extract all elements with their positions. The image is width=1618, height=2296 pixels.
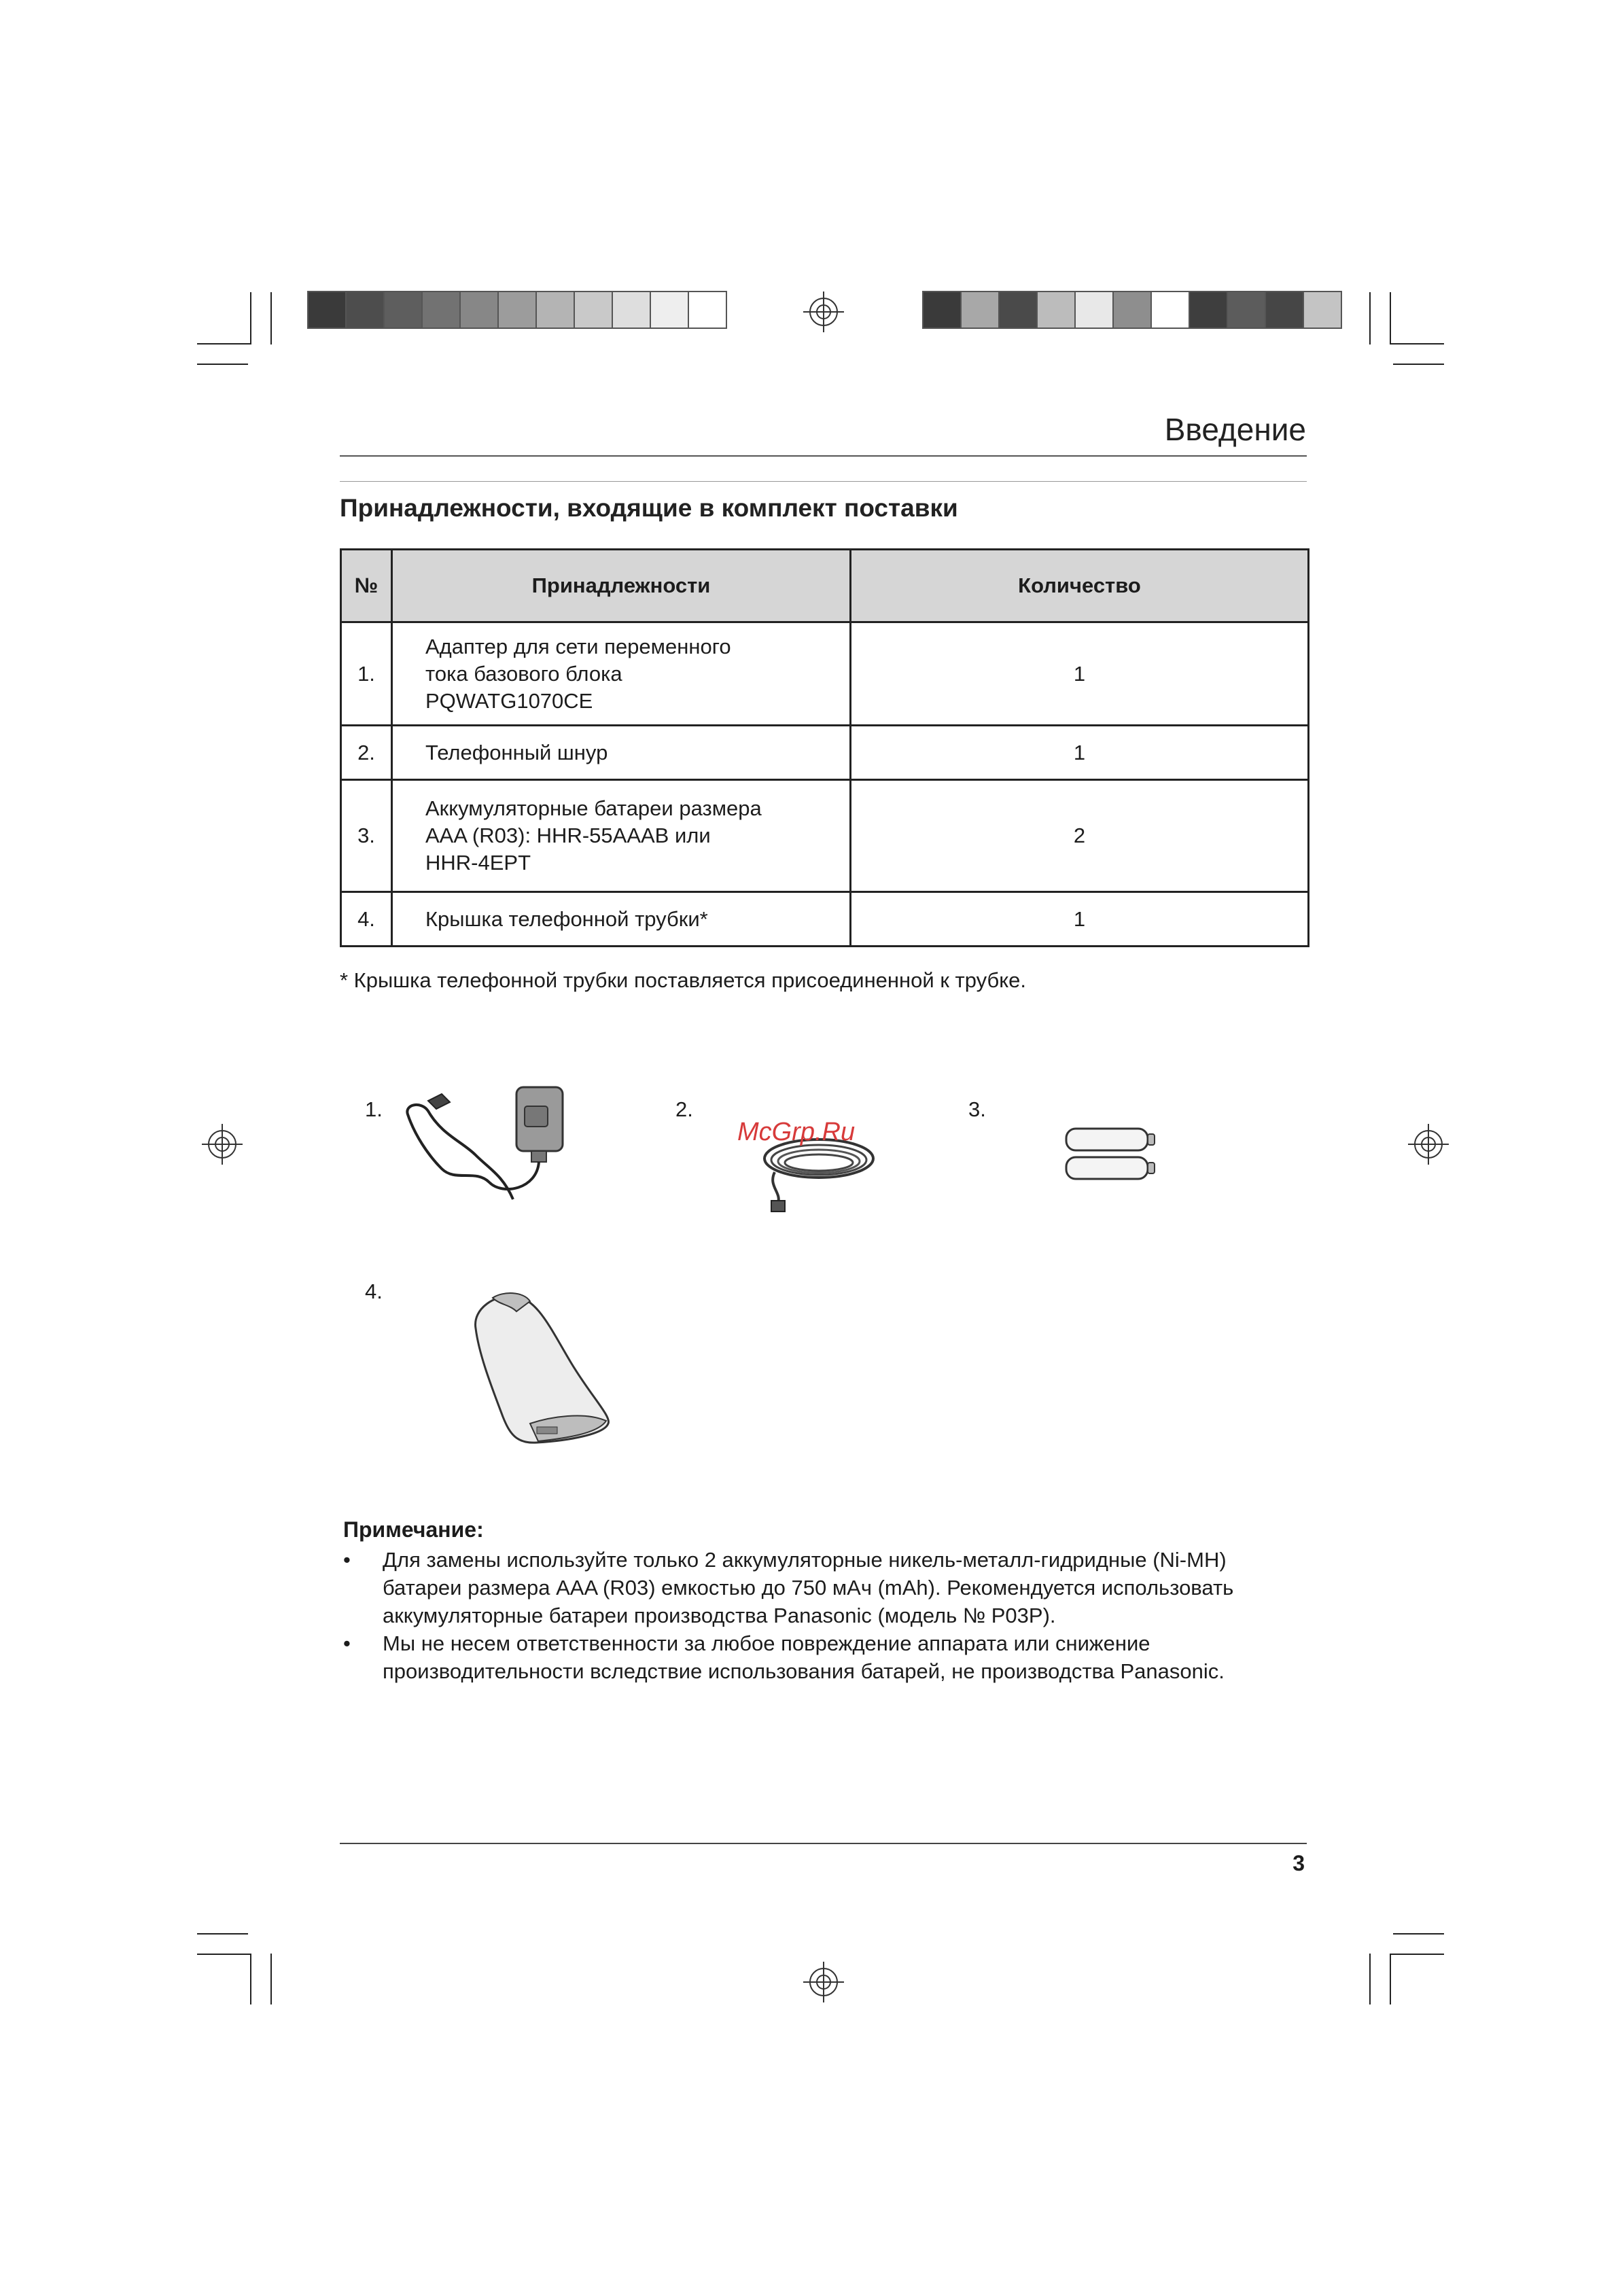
name-line: AAA (R03): HHR-55AAAB или bbox=[425, 824, 711, 847]
quantity: 1 bbox=[851, 726, 1309, 780]
illustration-label: 3. bbox=[968, 1097, 986, 1121]
column-header-quantity: Количество bbox=[851, 550, 1309, 622]
table-row bbox=[341, 892, 1309, 947]
accessories-table bbox=[340, 548, 1309, 947]
crop-mark bbox=[1390, 1954, 1391, 2004]
gray-swatch bbox=[1227, 291, 1266, 329]
name-line: тока базового блока bbox=[425, 661, 622, 686]
quantity: 2 bbox=[851, 780, 1309, 892]
footnote: * Крышка телефонной трубки поставляется присоединенной к трубке. bbox=[340, 968, 1026, 992]
quantity: 1 bbox=[851, 892, 1309, 947]
ac-adapter-icon bbox=[401, 1080, 578, 1216]
header-divider bbox=[340, 455, 1307, 457]
name-line: Аккумуляторные батареи размера bbox=[425, 796, 762, 820]
crop-mark bbox=[1369, 292, 1371, 345]
gray-swatch bbox=[535, 291, 575, 329]
crop-mark bbox=[1390, 292, 1391, 345]
gray-swatch bbox=[1074, 291, 1114, 329]
footer-divider bbox=[340, 1843, 1307, 1844]
gray-swatch bbox=[1303, 291, 1342, 329]
crop-mark bbox=[250, 292, 251, 345]
bullet-icon: • bbox=[343, 1631, 351, 1655]
row-number: 1. bbox=[341, 622, 392, 726]
row-number: 4. bbox=[341, 892, 392, 947]
row-number: 2. bbox=[341, 726, 392, 780]
note-title: Примечание: bbox=[343, 1517, 484, 1542]
gray-swatch bbox=[650, 291, 689, 329]
note-item bbox=[343, 1546, 1308, 1629]
crop-mark bbox=[250, 1954, 251, 2004]
crop-mark bbox=[1393, 364, 1444, 365]
crop-mark bbox=[1369, 1954, 1371, 2004]
section-title: Введение bbox=[1164, 412, 1306, 447]
crop-mark bbox=[197, 1933, 248, 1935]
note-line: аккумуляторные батареи производства Panasonic (модель № P03P). bbox=[383, 1604, 1056, 1627]
column-header-number: № bbox=[341, 550, 392, 622]
crop-mark bbox=[1390, 343, 1444, 345]
crop-mark bbox=[270, 292, 272, 345]
quantity: 1 bbox=[851, 622, 1309, 726]
registration-mark-icon bbox=[802, 1960, 845, 2004]
gray-swatch bbox=[574, 291, 613, 329]
accessory-name bbox=[392, 780, 851, 892]
registration-mark-icon bbox=[200, 1123, 244, 1166]
note-line: производительности вследствие использования батарей, не производства Panasonic. bbox=[383, 1659, 1225, 1683]
gray-swatch bbox=[1189, 291, 1228, 329]
gray-swatch bbox=[612, 291, 651, 329]
gray-swatch bbox=[1112, 291, 1152, 329]
registration-mark-icon bbox=[1407, 1123, 1450, 1166]
gray-swatch bbox=[922, 291, 962, 329]
crop-mark bbox=[197, 343, 251, 345]
note-line: батареи размера AAA (R03) емкостью до 750 мАч (mAh). Рекомендуется использовать bbox=[383, 1576, 1234, 1600]
gray-swatch bbox=[421, 291, 461, 329]
illustration-label: 4. bbox=[365, 1279, 383, 1303]
gray-swatch bbox=[998, 291, 1038, 329]
note-line: Мы не несем ответственности за любое повреждение аппарата или снижение bbox=[383, 1631, 1150, 1655]
name-line: PQWATG1070CE bbox=[425, 688, 593, 713]
header-divider-thin bbox=[340, 481, 1307, 482]
gray-swatch bbox=[345, 291, 385, 329]
name-line: Адаптер для сети переменного bbox=[425, 634, 731, 658]
note-item bbox=[343, 1629, 1308, 1685]
gray-swatch bbox=[459, 291, 499, 329]
crop-mark bbox=[197, 364, 248, 365]
page-number: 3 bbox=[1292, 1851, 1305, 1875]
note-line: Для замены используйте только 2 аккумуляторные никель-металл-гидридные (Ni-MH) bbox=[383, 1548, 1227, 1572]
name-line: Телефонный шнур bbox=[425, 740, 608, 764]
registration-mark-icon bbox=[802, 290, 845, 334]
batteries-icon bbox=[1063, 1125, 1165, 1187]
name-line: Крышка телефонной трубки* bbox=[425, 906, 708, 931]
row-number: 3. bbox=[341, 780, 392, 892]
illustration-label: 2. bbox=[675, 1097, 693, 1121]
crop-mark bbox=[1390, 1954, 1444, 1955]
gray-swatch bbox=[688, 291, 727, 329]
gray-swatch bbox=[1036, 291, 1076, 329]
gray-swatch bbox=[1150, 291, 1190, 329]
illustration-label: 1. bbox=[365, 1097, 383, 1121]
crop-mark bbox=[1393, 1933, 1444, 1935]
accessory-name bbox=[392, 892, 851, 947]
accessory-name bbox=[392, 726, 851, 780]
watermark: McGrp.Ru bbox=[737, 1118, 856, 1146]
table-header-row bbox=[341, 550, 1309, 622]
gray-swatch bbox=[1265, 291, 1304, 329]
table-row bbox=[341, 622, 1309, 726]
table-row bbox=[341, 780, 1309, 892]
table-row bbox=[341, 726, 1309, 780]
gray-swatch bbox=[497, 291, 537, 329]
gray-swatch bbox=[960, 291, 1000, 329]
bullet-icon: • bbox=[343, 1548, 351, 1572]
crop-mark bbox=[270, 1954, 272, 2004]
accessory-name bbox=[392, 622, 851, 726]
page-subtitle: Принадлежности, входящие в комплект поставки bbox=[340, 494, 958, 522]
name-line: HHR-4EPT bbox=[425, 851, 531, 875]
crop-mark bbox=[197, 1954, 251, 1955]
gray-swatch bbox=[307, 291, 347, 329]
handset-cover-icon bbox=[462, 1288, 618, 1451]
column-header-accessory: Принадлежности bbox=[392, 550, 851, 622]
gray-swatch bbox=[383, 291, 423, 329]
